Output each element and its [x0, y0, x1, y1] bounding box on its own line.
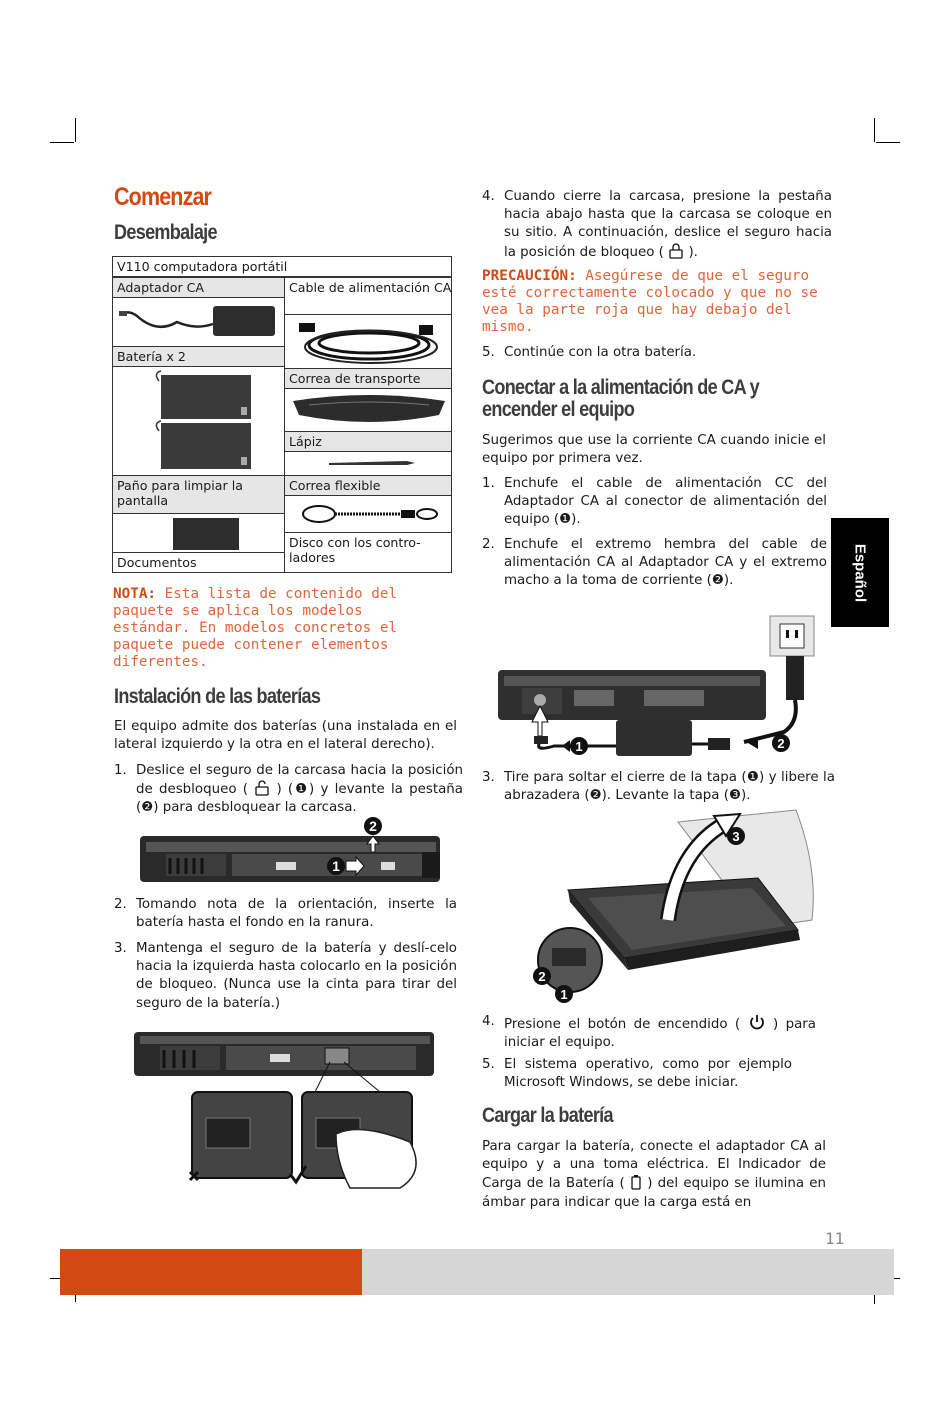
charging-text-part: Para cargar la batería, conecte el adaptador CA al equipo y a una toma eléctrica. El Indicador de Carga de la Batería ( — [482, 1139, 826, 1192]
step-text: ) (❶) y levante la pestaña (❷) para desbloquear la carcasa. — [136, 782, 463, 816]
batteries-intro: El equipo admite dos baterías (una instalada en el lateral izquierdo y la otra en el lateral derecho). — [114, 719, 457, 753]
callout-two: 2 — [538, 969, 546, 984]
step-number: 4. — [482, 189, 495, 204]
step-number: 1. — [482, 476, 495, 491]
strap-image-cell — [284, 388, 452, 432]
step-text: Continúe con la otra batería. — [504, 345, 697, 360]
cell-label: V110 computadora portátil — [117, 259, 288, 274]
language-tab — [831, 518, 889, 627]
ac-power-connection-figure — [494, 612, 824, 762]
battery-step-5 — [482, 344, 832, 362]
step-text: ). — [688, 244, 698, 260]
caution-label: PRECAUCIÓN: — [482, 268, 577, 284]
step-text: Deslice el seguro de la carcasa hacia la posición de desbloqueo ( — [136, 763, 463, 798]
table-cell-tether — [284, 475, 452, 496]
cell-label: Correa flexible — [289, 478, 381, 493]
callout-one: 1 — [575, 739, 583, 754]
adapter-image-cell — [112, 297, 285, 347]
step-number: 3. — [482, 770, 495, 785]
power-step-1 — [482, 475, 827, 530]
cell-label: Paño para limpiar la pantalla — [117, 478, 243, 508]
step-text: Mantenga el seguro de la batería y deslí-celo hacia la izquierda hasta colocarlo en la posición de bloqueo. (Nunca use la cinta para tirar del seguro de la batería.) — [136, 941, 457, 1011]
power-step-2 — [482, 536, 827, 591]
table-row-computer — [112, 256, 452, 277]
cell-label: Lápiz — [289, 434, 322, 449]
step-text: El sistema operativo, como por ejemplo Microsoft Windows, se debe iniciar. — [504, 1057, 792, 1091]
charging-text — [482, 1138, 826, 1212]
cloth-image-cell — [112, 513, 285, 553]
table-cell-cloth — [112, 475, 285, 514]
battery-step-3 — [114, 940, 457, 1013]
power-cable-image — [289, 317, 449, 367]
section-heading-unpacking: Desembalaje — [114, 221, 217, 244]
section-heading-batteries: Instalación de las baterías — [114, 685, 321, 708]
step-text: Cuando cierre la carcasa, presione la pestaña hacia abajo hasta que la carcasa se coloque en su sitio. A continuación, deslice el seguro hacia la posición de bloqueo ( — [504, 189, 832, 260]
page-title: Comenzar — [114, 183, 212, 211]
callout-three: 3 — [732, 829, 740, 844]
table-cell-battery — [112, 346, 285, 367]
table-cell-power-cable — [284, 277, 452, 315]
power-icon — [748, 1013, 766, 1031]
table-cell-adapter — [112, 277, 285, 298]
step-number: 5. — [482, 345, 495, 360]
cell-label: Documentos — [117, 555, 197, 570]
tether-strap-image — [289, 498, 449, 530]
caution-note — [482, 268, 832, 336]
package-note — [113, 586, 448, 671]
section-heading-power-line2: encender el equipo — [482, 398, 635, 421]
step-text: Tomando nota de la orientación, inserte la batería hasta el fondo en la ranura. — [136, 897, 457, 931]
callout-one: 1 — [332, 858, 340, 874]
step-number: 1. — [114, 763, 127, 778]
crop-mark — [75, 118, 76, 142]
power-cable-image-cell — [284, 314, 452, 369]
caution-text: Asegúrese de que el seguro esté correctamente colocado y que no se vea la parte roja que hay debajo del mismo. — [482, 268, 818, 335]
cell-label: Correa de transporte — [289, 371, 421, 386]
tether-image-cell — [284, 495, 452, 533]
pen-image-cell — [284, 451, 452, 476]
footer-accent-bar — [60, 1249, 362, 1295]
battery-step-1 — [114, 762, 463, 818]
cell-label: Disco con los contro- ladores — [289, 535, 421, 565]
step-number: 2. — [482, 537, 495, 552]
step-number: 2. — [114, 897, 127, 912]
carrying-strap-image — [289, 391, 449, 431]
callout-one: 1 — [560, 987, 568, 1002]
battery-step-2 — [114, 896, 457, 932]
battery-indicator-icon — [630, 1174, 642, 1190]
stylus-pen-image — [289, 454, 449, 472]
battery-image — [117, 369, 282, 473]
laptop-unlock-latch-figure — [136, 814, 446, 886]
power-step-4 — [482, 1013, 816, 1052]
step-number: 3. — [114, 941, 127, 956]
ac-adapter-image — [117, 300, 282, 344]
callout-two: 2 — [369, 818, 377, 834]
power-step-3 — [482, 769, 835, 805]
cell-label: Adaptador CA — [117, 280, 205, 295]
section-heading-charging: Cargar la batería — [482, 1104, 613, 1127]
table-cell-docs — [112, 552, 285, 573]
cell-label: Cable de alimentación CA — [289, 280, 452, 295]
section-heading-power-line1: Conectar a la alimentación de CA y — [482, 376, 760, 399]
step-text: ) para iniciar el equipo. — [504, 1017, 816, 1051]
step-number: 5. — [482, 1057, 495, 1072]
power-step-5 — [482, 1056, 792, 1092]
step-text: Enchufe el extremo hembra del cable de alimentación CA al Adaptador CA y el extremo macho a la toma de corriente (❷). — [504, 537, 827, 589]
language-tab-label: Español — [851, 543, 869, 602]
table-cell-strap — [284, 368, 452, 389]
page-number: 11 — [825, 1229, 845, 1248]
lock-icon — [668, 243, 684, 259]
step-text: Enchufe el cable de alimentación CC del Adaptador CA al conector de alimentación del equipo (❶). — [504, 476, 827, 528]
unlock-icon — [254, 780, 270, 796]
battery-lock-figure — [130, 1022, 440, 1192]
step-text: Tire para soltar el cierre de la tapa (❶) y libere la abrazadera (❷). Levante la tapa (❸). — [504, 770, 835, 804]
callout-two: 2 — [777, 736, 785, 751]
open-lid-figure — [528, 808, 820, 1008]
step-text: Presione el botón de encendido ( — [504, 1017, 741, 1032]
footer-gray-bar — [362, 1249, 894, 1295]
battery-image-cell — [112, 366, 285, 476]
crop-mark — [50, 142, 74, 143]
table-cell-disc — [284, 532, 452, 573]
power-intro: Sugerimos que use la corriente CA cuando inicie el equipo por primera vez. — [482, 433, 826, 467]
note-label: NOTA: — [113, 586, 157, 602]
cleaning-cloth-image — [117, 516, 282, 552]
table-cell-pen — [284, 431, 452, 452]
note-text: Esta lista de contenido del paquete se aplica los modelos estándar. En modelos concretos el paquete puede contener elementos diferentes. — [113, 586, 398, 670]
cell-label: Batería x 2 — [117, 349, 186, 364]
charging-text-part: ) del equipo se ilumina en ámbar para indicar que la carga está en — [482, 1176, 827, 1210]
step-number: 4. — [482, 1014, 495, 1029]
crop-mark — [874, 118, 875, 142]
crop-mark — [876, 142, 900, 143]
battery-step-4 — [482, 188, 832, 262]
